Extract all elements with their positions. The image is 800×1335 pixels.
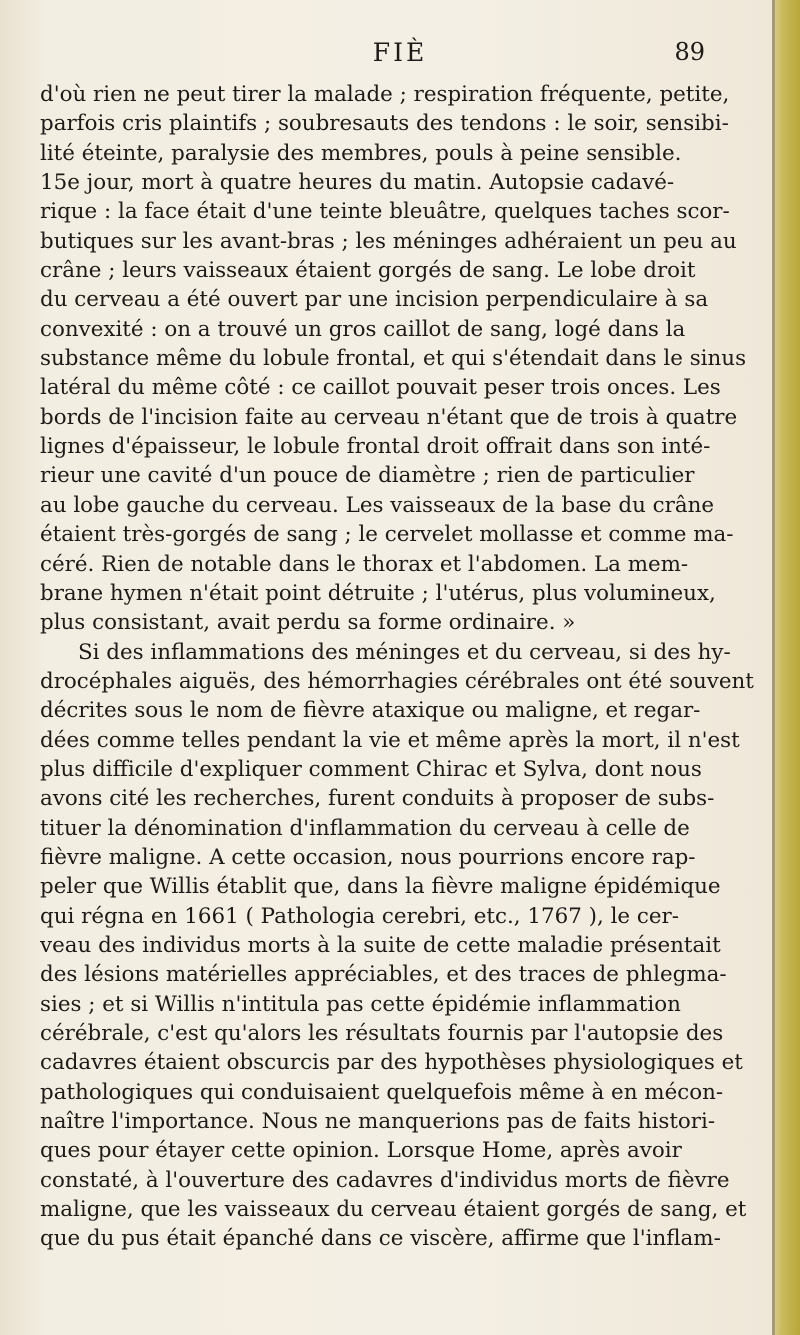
text-line: au lobe gauche du cerveau. Les vaisseaux de la base du crâne — [40, 492, 715, 518]
text-line: lignes d'épaisseur, le lobule frontal droit offrait dans son inté- — [40, 434, 711, 460]
text-line: sies ; et si Willis n'intitula pas cette épidémie inflammation — [40, 991, 681, 1017]
page-edge-strip — [772, 0, 800, 1335]
text-line: qui régna en 1661 ( Pathologia cerebri, etc., 1767 ), le cer- — [40, 903, 679, 929]
text-line: veau des individus morts à la suite de cette maladie présentait — [40, 932, 721, 958]
text-line: d'où rien ne peut tirer la malade ; respiration fréquente, petite, — [40, 82, 730, 107]
text-line: drocéphales aiguës, des hémorrhagies cérébrales ont été souvent — [40, 668, 754, 694]
text-line: dées comme telles pendant la vie et même après la mort, il n'est — [40, 727, 740, 753]
text-line: crâne ; leurs vaisseaux étaient gorgés de sang. Le lobe droit — [40, 258, 696, 284]
text-line: cadavres étaient obscurcis par des hypothèses physiologiques et — [40, 1050, 743, 1076]
text-line: décrites sous le nom de fièvre ataxique ou maligne, et regar- — [40, 698, 701, 724]
text-line: fièvre maligne. A cette occasion, nous pourrions encore rap- — [40, 844, 696, 870]
text-line: convexité : on a trouvé un gros caillot de sang, logé dans la — [40, 316, 686, 342]
text-line: butiques sur les avant-bras ; les méninges adhéraient un peu au — [40, 228, 737, 254]
text-line: rieur une cavité d'un pouce de diamètre ; rien de particulier — [40, 463, 695, 489]
body-text — [40, 80, 762, 1254]
text-line: cérébrale, c'est qu'alors les résultats fournis par l'autopsie des — [40, 1021, 724, 1046]
text-line: latéral du même côté : ce caillot pouvait peser trois onces. Les — [40, 375, 721, 401]
running-head: FIÈ — [372, 38, 428, 67]
text-line: étaient très-gorgés de sang ; le cervelet mollasse et comme ma- — [40, 522, 734, 548]
text-line: 15e jour, mort à quatre heures du matin. Autopsie cadavé- — [40, 170, 675, 196]
paragraph-start-line: Si des inflammations des méninges et du cerveau, si des hy- — [78, 639, 731, 665]
text-line: que du pus était épanché dans ce viscère, affirme que l'inflam- — [40, 1226, 721, 1252]
page-number: 89 — [674, 38, 705, 66]
text-line: plus difficile d'expliquer comment Chirac et Sylva, dont nous — [40, 756, 702, 782]
text-line: maligne, que les vaisseaux du cerveau étaient gorgés de sang, et — [40, 1197, 747, 1223]
text-line: lité éteinte, paralysie des membres, pouls à peine sensible. — [40, 140, 682, 166]
text-line: tituer la dénomination d'inflammation du cerveau à celle de — [40, 815, 690, 841]
text-line: ques pour étayer cette opinion. Lorsque Home, après avoir — [40, 1138, 682, 1164]
text-line: du cerveau a été ouvert par une incision perpendiculaire à sa — [40, 287, 709, 313]
text-line: brane hymen n'était point détruite ; l'utérus, plus volumineux, — [40, 580, 716, 606]
text-line: des lésions matérielles appréciables, et des traces de phlegma- — [40, 962, 727, 988]
text-line: constaté, à l'ouverture des cadavres d'individus morts de fièvre — [40, 1167, 730, 1193]
text-line: pathologiques qui conduisaient quelquefois même à en mécon- — [40, 1079, 724, 1105]
text-line: bords de l'incision faite au cerveau n'étant que de trois à quatre — [40, 404, 738, 430]
text-line: naître l'importance. Nous ne manquerions pas de faits histori- — [40, 1109, 716, 1135]
page-header — [40, 38, 760, 78]
text-line: rique : la face était d'une teinte bleuâtre, quelques taches scor- — [40, 199, 730, 225]
text-line: avons cité les recherches, furent conduits à proposer de subs- — [40, 786, 715, 812]
text-line: plus consistant, avait perdu sa forme ordinaire. » — [40, 610, 576, 636]
text-line: peler que Willis établit que, dans la fièvre maligne épidémique — [40, 874, 721, 900]
text-line: parfois cris plaintifs ; soubresauts des tendons : le soir, sensibi- — [40, 111, 729, 137]
text-line: substance même du lobule frontal, et qui s'étendait dans le sinus — [40, 346, 747, 372]
text-line: céré. Rien de notable dans le thorax et l'abdomen. La mem- — [40, 551, 689, 577]
